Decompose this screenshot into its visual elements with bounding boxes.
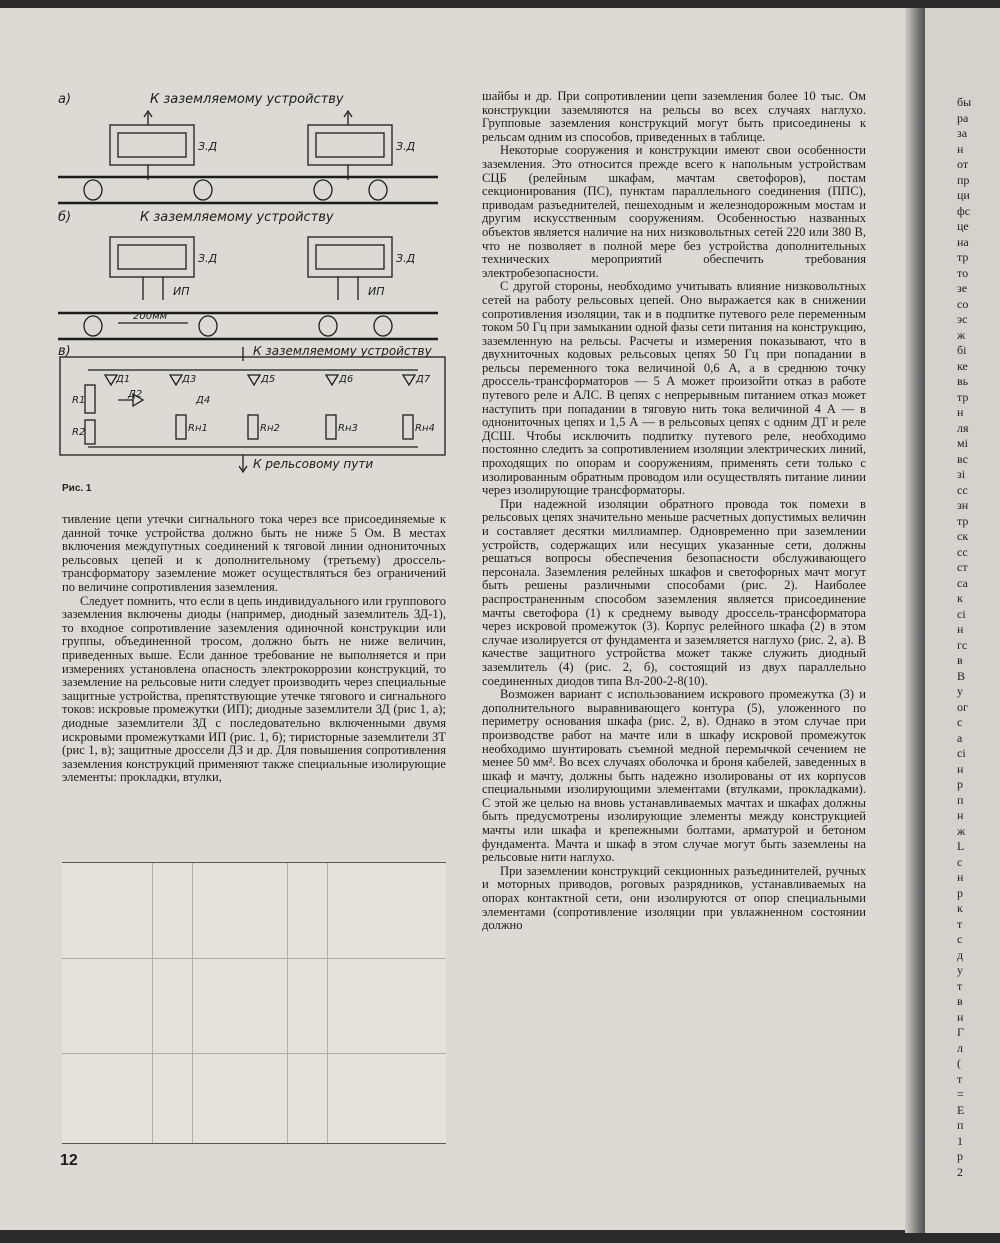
facing-page-fragment: н <box>957 761 964 776</box>
fig-d5: Д5 <box>261 374 276 385</box>
fig-b-caption: К заземляемому устройству <box>140 210 334 225</box>
facing-page-fragment: то <box>957 265 969 280</box>
facing-page-fragment: мі <box>957 436 968 450</box>
facing-page-fragment: с <box>957 715 963 729</box>
facing-page-fragment: от <box>957 157 969 171</box>
facing-page-fragment: а <box>957 730 963 745</box>
facing-page-fragment: тр <box>957 250 969 264</box>
facing-page-fragment: Г <box>957 1025 964 1039</box>
figure-caption: Рис. 1 <box>62 483 92 494</box>
facing-page-fragment: ( <box>957 1056 961 1070</box>
fig-b-distance: 200мм <box>133 311 168 322</box>
facing-page-fragment: к <box>957 591 963 605</box>
fig-label-b: б) <box>58 210 72 225</box>
fig-d3: Д3 <box>182 374 197 385</box>
facing-page-fragment: р <box>957 777 963 791</box>
facing-page <box>925 8 1000 1233</box>
facing-page-fragment: ск <box>957 529 969 543</box>
fig-b-zd-right: З.Д <box>396 252 416 265</box>
facing-page-fragment: вс <box>957 451 968 466</box>
facing-page-fragment: зе <box>957 281 968 295</box>
facing-page-fragment: на <box>957 234 969 249</box>
fig-d6: Д6 <box>339 374 354 385</box>
right-paragraph: Возможен вариант с использованием искрового промежутка (3) и дополнительного выравнивающего контура (5), уложенного по периметру основания шкафа (рис. 2, в). Однако в этом случае при производстве работ на мачте или в шкафу искровой промежуток необходимо шунтировать съемной медной перемычкой сечением не менее 50 мм². Во всех случаях оболочка и броня кабелей, заведенных в шкаф и мачту, должны быть надежно изолированы от их корпусов специальными изолирующими элементами (втулками, прокладками). С этой же целью на вновь устанавливаемых мачтах и шкафах должны быть предусмотрены изолирующие элементы между конструкцией мачты или шкафа и крепежными болтами, арматурой и бетоном фундамента. Мачта и шкаф в этом случае могут быть заземлены на рельсовые нити наглухо. <box>482 687 866 865</box>
facing-page-fragment: л <box>957 1040 963 1055</box>
facing-page-fragment: L <box>957 839 965 853</box>
fig-a-zd-right: З.Д <box>396 140 416 153</box>
page-number: 12 <box>60 1152 78 1169</box>
facing-page-fragment: т <box>957 916 963 931</box>
facing-page-fragment: ог <box>957 699 968 714</box>
facing-page-fragment: н <box>957 622 964 636</box>
facing-page-fragment: ра <box>957 110 969 125</box>
right-paragraph: При заземлении конструкций секционных разъединителей, ручных и моторных приводов, роговых разрядников, устанавливаемых на опорах контактной сети, они изолируются от опор специальными элементами (сопротивление изоляции при увлажненном состоянии должно <box>482 863 866 933</box>
fig-r2: R2 <box>72 427 86 438</box>
facing-page-fragment: тр <box>957 389 969 404</box>
facing-page-fragment: п <box>957 1118 964 1132</box>
right-paragraph: шайбы и др. При сопротивлении цепи заземления более 10 тыс. Ом конструкции заземляются на рельсы во всех случаях наглухо. Групповые заземления конструкций могут быть присоединены к рельсам одним из способов, приведенных в таблице. <box>482 89 866 144</box>
fig-rn4: Rн4 <box>415 423 435 434</box>
facing-page-fragment: с <box>957 932 963 946</box>
facing-page-fragment: зн <box>957 498 969 512</box>
facing-page-fragment: гс <box>957 637 968 652</box>
fig-rn1: Rн1 <box>188 423 208 434</box>
facing-page-fragment: за <box>957 126 968 140</box>
fig-b-ip-left: ИП <box>173 285 190 298</box>
facing-page-fragment: сс <box>957 482 968 497</box>
facing-page-fragment: т <box>957 978 963 993</box>
facing-page-fragment: зі <box>957 467 966 481</box>
facing-page-fragment: н <box>957 1009 964 1024</box>
facing-page-fragment: ци <box>957 188 970 202</box>
facing-page-fragment: в <box>957 653 963 667</box>
facing-page-fragment: ж <box>957 327 966 342</box>
facing-page-fragment: пр <box>957 172 970 187</box>
right-paragraph: При надежной изоляции обратного провода ток помехи в рельсовых цепях значительно меньше расчетных допустимых величин и составляет десятки миллиампер. Одновременно при заземлении устройств, содержащих или несущих указанные сети, должны решаться вопросы обеспечения безопасности обслуживающего персонала. Заземления релейных шкафов и светофорных мачт могут быть решены различными способами (рис. 2). Наиболее распространенным способом заземления является присоединение мачты светофора (1) к среднему выводу дроссель-трансформатора через искровой промежуток (3). Корпус релейного шкафа (2) в этом случае изолируется от фундамента и заземляется наглухо (рис. 2, а). В качестве защитного устройства может также служить диодный заземлитель (4) (рис. 2, б), состоящий из двух параллельно соединенных диодов типа Вл-200-2-8(10). <box>482 496 866 688</box>
facing-page-fragment: ля <box>957 420 969 435</box>
facing-page-fragment: сі <box>957 746 966 760</box>
facing-page-fragment: п <box>957 792 964 807</box>
facing-page-fragment: вь <box>957 374 969 388</box>
fig-d1: Д1 <box>116 374 131 385</box>
facing-page-fragment: эс <box>957 312 968 326</box>
facing-page-fragment: ке <box>957 358 968 373</box>
fig-b-ip-right: ИП <box>368 285 385 298</box>
facing-page-fragment: т <box>957 1071 963 1086</box>
fig-d2: Д2 <box>128 389 143 400</box>
facing-page-fragment: = <box>957 1087 964 1101</box>
facing-page-fragment: со <box>957 296 969 311</box>
fig-a-caption: К заземляемому устройству <box>150 92 344 107</box>
facing-page-fragment: це <box>957 219 969 233</box>
facing-page-fragment: сі <box>957 606 966 621</box>
right-paragraph: С другой стороны, необходимо учитывать влияние низковольтных сетей на работу рельсовых цепей. Оно выражается как в снижении сопротивления изоляции, так и в подпитке путевого реле переменным током 50 Гц при замыкании одной фазы сети питания на конструкцию, заземленную на рельсы. Расчеты и измерения показывают, что в двухниточных кодовых рельсовых цепях 50 Гц при попадании в рельсы переменного тока величиной 0,6 А, а в среднюю точку дроссель-трансформаторов — 5 А может произойти отказ в работе путевого реле и АЛС. В цепях с непрерывным питанием отказ может наступить при попадании в тяговую нить тока величиной 4 А — в однониточных цепях и 1,5 А — в рельсовых цепях с одним ДТ и реле ДСШ. Чтобы исключить подпитку путевого реле, необходимо постоянно следить за сопротивлением изоляции электрических линий, проходящих по опорам и сооружениям, применять сети только с изолированным обратным проводом или осуществлять питание линии через изолирующие трансформаторы. <box>482 279 866 498</box>
facing-page-fragment: д <box>957 947 964 962</box>
facing-page-fragment: н <box>957 141 964 156</box>
fig-v-rail-caption: К рельсовому пути <box>253 457 374 471</box>
facing-page-fragment: н <box>957 405 964 419</box>
facing-page-fragment: у <box>957 963 963 977</box>
facing-page-fragment: 2 <box>957 1164 963 1179</box>
facing-page-fragment: Е <box>957 1102 965 1117</box>
fig-b-zd-left: З.Д <box>198 252 218 265</box>
left-paragraph: тивление цепи утечки сигнального тока через все присоединяемые к данной точке устройства должно быть не ниже 5 Ом. В местах включения междупутных соединений к тяговой линии однониточных рельсовых цепей и к дополнительному (третьему) дроссель-трансформатору заземление может осуществляться без ограничений по величине сопротивления заземления. <box>62 512 446 594</box>
left-paragraph: Следует помнить, что если в цепь индивидуального или группового заземления включены диоды (например, диодный заземлитель ЗД-1), то входное сопротивление заземления одиночной конструкции или группы, объединенной тросом, должно быть не ниже величин, приведенных выше. Если данное требование не выполняется и при измерениях установлена опасность электрокоррозии конструкций, то заземление на рельсовые нити следует производить через специальные защитные устройства, препятствующие утечке тягового и сигнального токов: искровые промежутки (ИП); диодные заземлители ЗД (рис 1, а); диодные заземлители ЗД с последовательно включенными двумя искровыми промежутками ИП (рис. 1, б); тиристорные заземлители ЗТ (рис 1, в); защитные дроссели ДЗ и др. Для повышения сопротивления заземления конструкций применяют также специальные изолирующие элементы: прокладки, втулки, <box>62 593 446 785</box>
fig-d4: Д4 <box>196 395 211 406</box>
fig-a-zd-left: З.Д <box>198 140 218 153</box>
facing-page-fragment: ж <box>957 823 966 838</box>
facing-page-fragment: бы <box>957 95 972 109</box>
facing-page-fragment: р <box>957 885 963 900</box>
right-column <box>482 90 866 933</box>
facing-page-fragment: к <box>957 901 963 915</box>
right-paragraph: Некоторые сооружения и конструкции имеют свои особенности заземления. Это относится прежде всего к напольным устройствам СЦБ (релейным шкафам, мачтам светофоров), постам секционирования (ПС), пунктам параллельного соединения (ППС), приводам разъеднителей, пешеходным и железнодорожным мостам и другим искусственным сооружениям. Особенностью названных объектов является наличие на них низковольтных сетей 220 или 380 В, что не позволяет в полной мере без устройства дополнительных технических мероприятий обеспечить требования электробезопасности. <box>482 143 866 280</box>
fig-label-a: а) <box>58 92 72 107</box>
facing-page-fragment: ст <box>957 560 968 574</box>
facing-page-fragment: н <box>957 808 964 822</box>
fig-label-v: в) <box>58 344 71 359</box>
facing-page-fragment: сс <box>957 544 968 559</box>
figure-1-diagram <box>58 85 448 475</box>
fig-v-caption: К заземляемому устройству <box>253 344 432 358</box>
facing-page-fragment: р <box>957 1149 963 1163</box>
faded-table <box>62 862 446 1144</box>
facing-page-fragment: бі <box>957 343 967 357</box>
facing-page-fragment: фс <box>957 203 971 218</box>
left-column <box>62 513 446 785</box>
facing-page-fragment: тр <box>957 513 969 528</box>
fig-r1: R1 <box>72 395 86 406</box>
facing-page-fragment: с <box>957 854 963 869</box>
facing-page-fragment: в <box>957 994 963 1008</box>
facing-page-fragment: 1 <box>957 1133 963 1148</box>
facing-page-fragment: у <box>957 684 963 698</box>
fig-d7: Д7 <box>416 374 431 385</box>
facing-page-fragment: В <box>957 668 966 683</box>
fig-rn3: Rн3 <box>338 423 358 434</box>
facing-page-fragment: н <box>957 870 964 884</box>
fig-rn2: Rн2 <box>260 423 280 434</box>
facing-page-fragment: са <box>957 575 968 590</box>
